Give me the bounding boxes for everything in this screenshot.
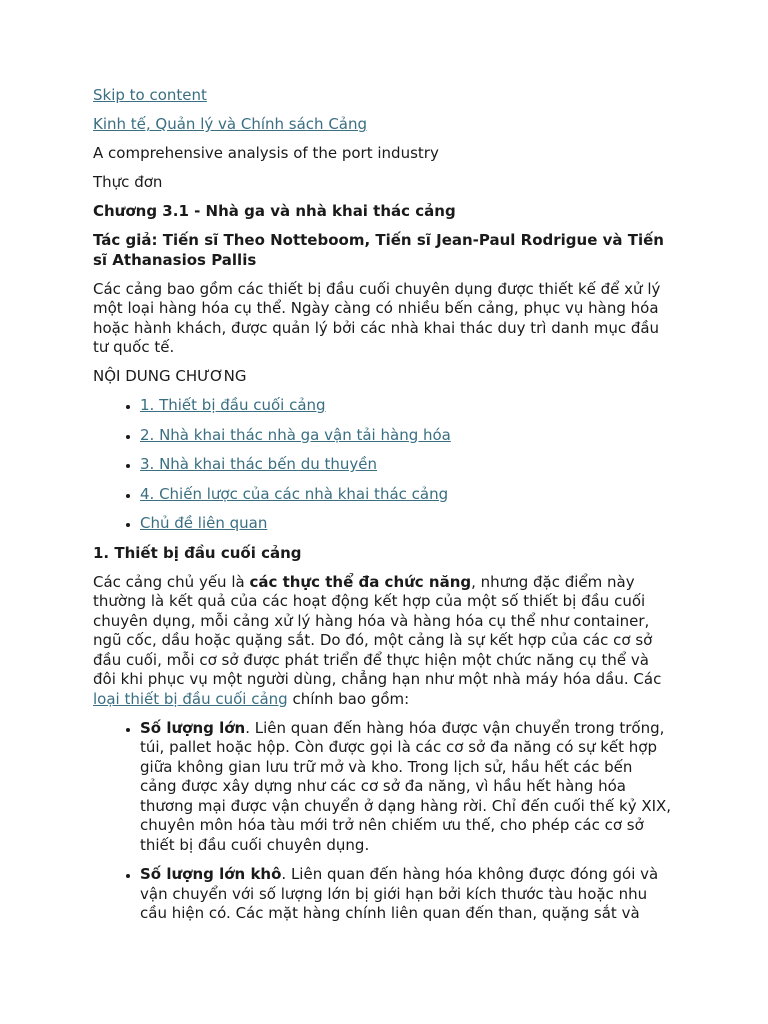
site-title-link[interactable]: Kinh tế, Quản lý và Chính sách Cảng	[93, 115, 368, 133]
paragraph-text: , nhưng đặc điểm này thường là kết quả của các hoạt động kết hợp của một số thiết bị đầu cuối chuyên dụng, mỗi cảng xử lý hàng hóa và hàng hóa cụ thể như container, ngũ cốc, dầu hoặc quặng sắt. Do đó, một cảng là sự kết hợp của các cơ sở đầu cuối, mỗi cơ sở được phát triển để thực hiện một chức năng cụ thể và đôi khi phục vụ một người dùng, chẳng hạn như một nhà máy hóa dầu. Các	[93, 572, 662, 688]
list-item-term: Số lượng lớn khô	[140, 865, 282, 883]
site-tagline: A comprehensive analysis of the port industry	[93, 144, 439, 162]
section-heading: 1. Thiết bị đầu cuối cảng	[93, 543, 302, 562]
toc-item	[140, 426, 673, 446]
paragraph-text: Các cảng chủ yếu là	[93, 572, 250, 591]
section-paragraph	[93, 573, 673, 710]
list-item	[140, 719, 673, 856]
menu-toggle[interactable]: Thực đơn	[93, 173, 163, 191]
toc-item	[140, 396, 673, 416]
paragraph-emphasis: các thực thể đa chức năng	[249, 572, 472, 591]
toc-link-cruise-operators[interactable]: 3. Nhà khai thác bến du thuyền	[140, 455, 378, 473]
chapter-title: Chương 3.1 - Nhà ga và nhà khai thác cảng	[93, 202, 456, 220]
toc-item	[140, 514, 673, 534]
chapter-authors: Tác giả: Tiến sĩ Theo Notteboom, Tiến sĩ Jean-Paul Rodrigue và Tiến sĩ Athanasios Pallis	[93, 231, 664, 269]
toc-link-freight-operators[interactable]: 2. Nhà khai thác nhà ga vận tải hàng hóa	[140, 425, 451, 444]
list-item	[140, 865, 673, 924]
terminal-types-list	[93, 719, 673, 924]
toc-link-terminals[interactable]: 1. Thiết bị đầu cuối cảng	[140, 396, 326, 414]
toc-link-strategies[interactable]: 4. Chiến lược của các nhà khai thác cảng	[140, 484, 449, 503]
toc-item	[140, 455, 673, 475]
toc-list	[93, 396, 673, 534]
list-item-term: Số lượng lớn	[140, 718, 246, 737]
article-content	[93, 86, 673, 934]
skip-to-content-link[interactable]: Skip to content	[93, 86, 207, 104]
toc-link-related-topics[interactable]: Chủ đề liên quan	[140, 514, 268, 532]
list-item-text: . Liên quan đến hàng hóa được vận chuyển trong trống, túi, pallet hoặc hộp. Còn được gọi là các cơ sở đa năng có sự kết hợp giữa không gian lưu trữ mở và kho. Trong lịch sử, hầu hết các bến cảng được xây dựng như các cơ sở đa năng, vì hầu hết hàng hóa thương mại được vận chuyển ở dạng hàng rời. Chỉ đến cuối thế kỷ XIX, chuyên môn hóa tàu mới trở nên chiếm ưu thế, cho phép các cơ sở thiết bị đầu cuối chuyên dụng.	[140, 718, 672, 854]
toc-item	[140, 485, 673, 505]
list-item-text: . Liên quan đến hàng hóa không được đóng gói và vận chuyển với số lượng lớn bị giới hạn bởi kích thước tàu hoặc nhu cầu hiện có. Các mặt hàng chính liên quan đến than, quặng sắt và	[140, 865, 659, 922]
toc-heading: NỘI DUNG CHƯƠNG	[93, 367, 247, 385]
chapter-intro: Các cảng bao gồm các thiết bị đầu cuối chuyên dụng được thiết kế để xử lý một loại hàng hóa cụ thể. Ngày càng có nhiều bến cảng, phục vụ hàng hóa hoặc hành khách, được quản lý bởi các nhà khai thác duy trì danh mục đầu tư quốc tế.	[93, 279, 661, 356]
terminal-types-link[interactable]: loại thiết bị đầu cuối cảng	[93, 689, 288, 708]
paragraph-text: chính bao gồm:	[287, 689, 410, 708]
